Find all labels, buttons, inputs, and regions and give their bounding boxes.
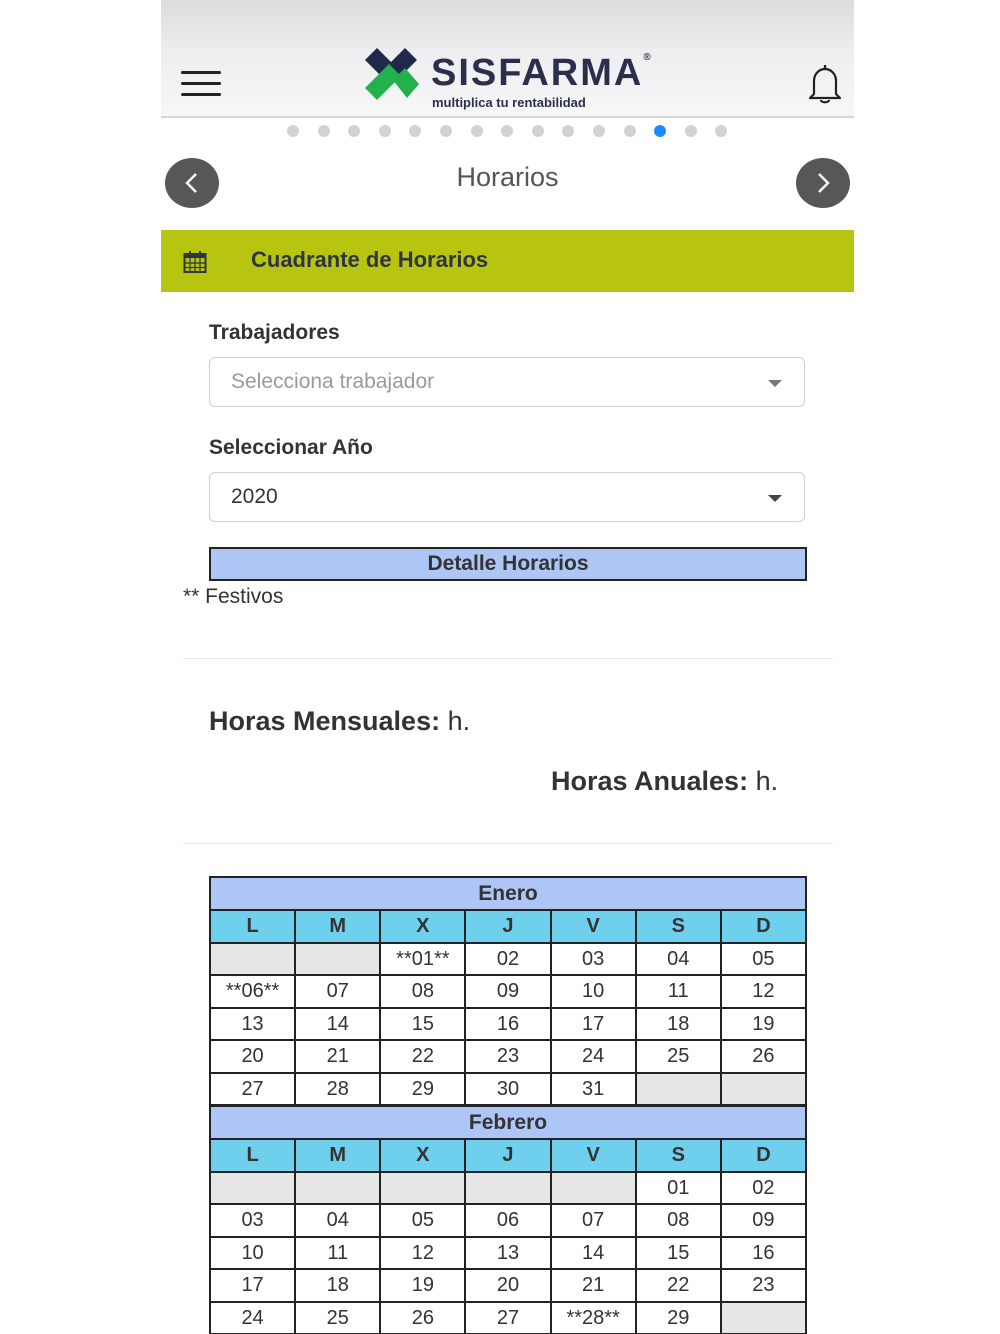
empty-day-cell <box>381 1173 466 1204</box>
weekday-header: J <box>466 911 551 942</box>
day-cell[interactable]: **06** <box>211 976 296 1007</box>
empty-day-cell <box>296 1173 381 1204</box>
day-cell[interactable]: 29 <box>381 1074 466 1105</box>
page-dot[interactable] <box>501 125 513 137</box>
day-cell[interactable]: 02 <box>752 1176 775 1199</box>
page-dot[interactable] <box>532 125 544 137</box>
page-dot[interactable] <box>287 125 299 137</box>
day-cell[interactable]: 25 <box>296 1303 381 1334</box>
page-dot[interactable] <box>715 125 727 137</box>
weekday-header: S <box>637 911 722 942</box>
day-cell[interactable]: 14 <box>296 1009 381 1040</box>
monthly-hours <box>209 706 470 737</box>
worker-select[interactable] <box>209 357 805 407</box>
day-cell[interactable]: 12 <box>381 1238 466 1269</box>
day-cell[interactable]: 10 <box>552 976 637 1007</box>
day-cell[interactable]: 07 <box>296 976 381 1007</box>
calendar-week-row <box>211 1074 805 1107</box>
weekday-header: V <box>552 1140 637 1171</box>
worker-select-placeholder: Selecciona trabajador <box>231 370 435 393</box>
weekday-header: V <box>552 911 637 942</box>
day-cell[interactable]: 05 <box>381 1205 466 1236</box>
day-cell[interactable]: 11 <box>296 1238 381 1269</box>
day-cell[interactable]: 06 <box>466 1205 551 1236</box>
day-cell[interactable]: 02 <box>466 944 551 975</box>
section-title: Cuadrante de Horarios <box>251 247 489 272</box>
day-cell[interactable]: 31 <box>552 1074 637 1105</box>
schedule-calendar <box>209 876 807 1334</box>
month-block <box>211 878 805 1106</box>
year-select[interactable] <box>209 472 805 522</box>
day-cell[interactable]: 04 <box>637 944 722 975</box>
day-cell[interactable]: 30 <box>466 1074 551 1105</box>
day-cell[interactable]: 24 <box>552 1041 637 1072</box>
divider <box>183 843 833 844</box>
day-cell[interactable]: 20 <box>466 1270 551 1301</box>
app-header <box>161 0 854 118</box>
day-cell[interactable]: 09 <box>466 976 551 1007</box>
brand-name: SISFARMA® <box>431 52 651 94</box>
calendar-week-row <box>211 1009 805 1042</box>
empty-day-cell <box>296 944 381 975</box>
bell-icon[interactable] <box>805 63 845 105</box>
day-cell[interactable]: 21 <box>552 1270 637 1301</box>
chevron-down-icon <box>768 495 782 502</box>
day-cell[interactable]: 28 <box>296 1074 381 1105</box>
calendar-week-row <box>211 1303 805 1334</box>
weekday-header: S <box>637 1140 722 1171</box>
empty-day-cell <box>211 944 296 975</box>
sisfarma-logo <box>361 46 661 110</box>
day-cell[interactable]: 23 <box>752 1274 775 1296</box>
page-dot[interactable] <box>562 125 574 137</box>
page-dot[interactable] <box>318 125 330 137</box>
calendar-icon <box>183 250 207 274</box>
page-dot[interactable] <box>471 125 483 137</box>
empty-day-cell <box>552 1173 637 1204</box>
day-cell[interactable]: 13 <box>466 1238 551 1269</box>
empty-day-cell <box>211 1173 296 1204</box>
day-cell[interactable]: 26 <box>752 1045 775 1067</box>
weekday-header: X <box>381 1140 466 1171</box>
page-dot[interactable] <box>593 125 605 137</box>
chevron-down-icon <box>768 380 782 387</box>
workers-label: Trabajadores <box>209 321 340 344</box>
day-cell[interactable]: 15 <box>637 1238 722 1269</box>
day-cell[interactable]: 22 <box>637 1270 722 1301</box>
chevron-right-icon <box>812 172 834 194</box>
year-select-value: 2020 <box>231 485 278 508</box>
page-dot[interactable] <box>440 125 452 137</box>
day-cell[interactable]: 03 <box>211 1205 296 1236</box>
detail-schedules-button[interactable]: Detalle Horarios <box>209 547 807 581</box>
day-cell[interactable]: 11 <box>637 976 722 1007</box>
weekday-header: D <box>722 911 805 942</box>
day-cell[interactable]: 13 <box>211 1009 296 1040</box>
calendar-week-row <box>211 976 805 1009</box>
empty-day-cell <box>722 1074 805 1105</box>
page-title: Horarios <box>456 162 559 192</box>
day-cell[interactable]: 03 <box>552 944 637 975</box>
weekday-header: X <box>381 911 466 942</box>
day-cell[interactable]: 27 <box>211 1074 296 1105</box>
day-cell[interactable]: 25 <box>637 1041 722 1072</box>
page-dot[interactable] <box>348 125 360 137</box>
day-cell[interactable]: 14 <box>552 1238 637 1269</box>
day-cell[interactable]: 08 <box>381 976 466 1007</box>
month-header: Enero <box>211 878 805 911</box>
day-cell[interactable]: 16 <box>466 1009 551 1040</box>
page-dot[interactable] <box>409 125 421 137</box>
annual-hours <box>551 766 778 797</box>
day-cell[interactable]: 16 <box>752 1241 775 1264</box>
weekday-header: L <box>211 1140 296 1171</box>
empty-day-cell <box>722 1303 805 1334</box>
calendar-week-row <box>211 1270 805 1303</box>
weekday-header: D <box>722 1140 805 1171</box>
section-header <box>161 230 854 292</box>
day-cell[interactable]: 07 <box>552 1205 637 1236</box>
day-cell[interactable]: 09 <box>752 1209 775 1231</box>
day-cell[interactable]: 12 <box>752 980 775 1002</box>
monthly-hours-label: Horas Mensuales: <box>209 706 441 736</box>
day-cell[interactable]: 10 <box>211 1238 296 1269</box>
day-cell[interactable]: 19 <box>752 1012 775 1035</box>
day-cell[interactable]: **28** <box>552 1303 637 1334</box>
app-screen <box>161 0 854 1334</box>
annual-hours-label: Horas Anuales: <box>551 766 749 796</box>
day-cell[interactable]: 17 <box>211 1270 296 1301</box>
month-header: Febrero <box>211 1106 805 1140</box>
day-cell[interactable]: **01** <box>381 944 466 975</box>
year-label: Seleccionar Año <box>209 436 373 459</box>
page-dot[interactable] <box>685 125 697 137</box>
divider <box>183 658 833 659</box>
page-dot[interactable] <box>624 125 636 137</box>
calendar-week-row <box>211 1238 805 1271</box>
empty-day-cell <box>637 1074 722 1105</box>
day-cell[interactable]: 15 <box>381 1009 466 1040</box>
day-cell[interactable]: 08 <box>637 1205 722 1236</box>
day-cell[interactable]: 26 <box>381 1303 466 1334</box>
weekday-header: J <box>466 1140 551 1171</box>
weekday-header: M <box>296 911 381 942</box>
day-cell[interactable]: 19 <box>381 1270 466 1301</box>
page-dot[interactable] <box>379 125 391 137</box>
empty-day-cell <box>466 1173 551 1204</box>
day-cell[interactable]: 05 <box>752 947 775 970</box>
day-cell[interactable]: 17 <box>552 1009 637 1040</box>
monthly-hours-value: h. <box>447 706 471 736</box>
page-indicator <box>287 125 727 137</box>
day-cell[interactable]: 29 <box>637 1303 722 1334</box>
day-cell[interactable]: 23 <box>466 1041 551 1072</box>
page-dot[interactable] <box>654 125 666 137</box>
day-cell[interactable]: 24 <box>211 1303 296 1334</box>
weekday-header-row <box>211 1140 805 1173</box>
day-cell[interactable]: 18 <box>296 1270 381 1301</box>
day-cell[interactable]: 01 <box>637 1173 722 1204</box>
day-cell[interactable]: 18 <box>637 1009 722 1040</box>
day-cell[interactable]: 27 <box>466 1303 551 1334</box>
logo-cross-icon <box>361 46 421 102</box>
weekday-header: M <box>296 1140 381 1171</box>
calendar-week-row <box>211 1041 805 1074</box>
weekday-header: L <box>211 911 296 942</box>
annual-hours-value: h. <box>755 766 779 796</box>
day-cell[interactable]: 20 <box>211 1041 296 1072</box>
month-block <box>211 1106 805 1334</box>
calendar-week-row <box>211 944 805 977</box>
hamburger-menu-icon[interactable] <box>181 71 221 97</box>
calendar-week-row <box>211 1173 805 1206</box>
day-cell[interactable]: 04 <box>296 1205 381 1236</box>
calendar-week-row <box>211 1205 805 1238</box>
next-button[interactable] <box>796 158 850 208</box>
brand-tagline: multiplica tu rentabilidad <box>432 95 586 110</box>
holidays-legend: ** Festivos <box>183 585 284 608</box>
day-cell[interactable]: 22 <box>381 1041 466 1072</box>
day-cell[interactable]: 21 <box>296 1041 381 1072</box>
weekday-header-row <box>211 911 805 944</box>
